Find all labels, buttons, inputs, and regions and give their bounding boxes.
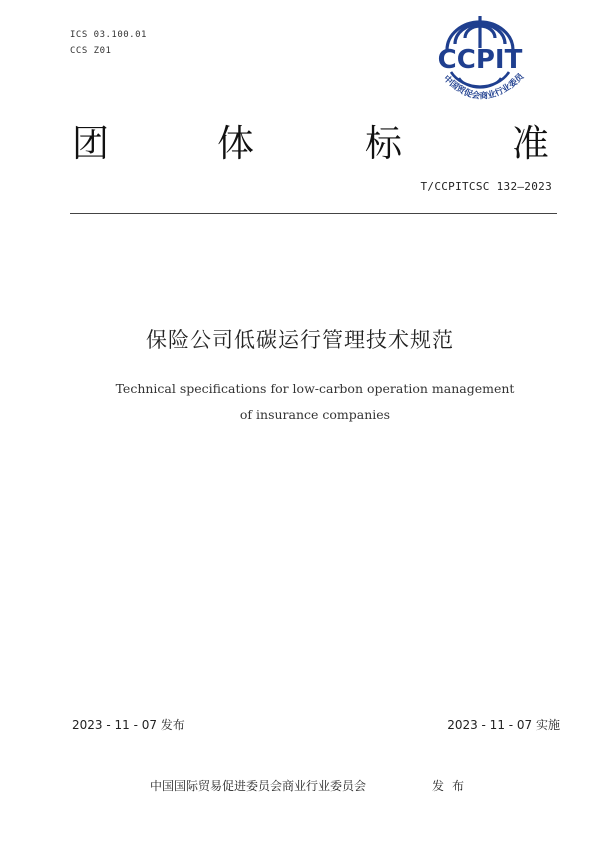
ccs-code: CCS Z01 <box>70 46 112 56</box>
standard-type-char-4: 准 <box>512 122 549 165</box>
standard-type-char-2: 体 <box>217 122 254 165</box>
publish-date: 2023 - 11 - 07 发布 <box>72 718 185 732</box>
document-title-cn: 保险公司低碳运行管理技术规范 <box>146 328 454 352</box>
implement-date: 2023 - 11 - 07 实施 <box>447 718 560 732</box>
ccpit-logo-graphic <box>425 10 535 116</box>
standard-type-heading <box>72 120 552 170</box>
document-title-en-line1: Technical specifications for low-carbon operation management <box>115 381 515 396</box>
document-title-en-line2: of insurance companies <box>239 407 391 422</box>
standard-type-char-3: 标 <box>365 122 402 165</box>
issuer-name: 中国国际贸易促进委员会商业行业委员会 <box>150 779 367 793</box>
issue-label: 发布 <box>432 779 473 793</box>
standard-number: T/CCPITCSC 132—2023 <box>420 180 552 193</box>
standard-type-char-1: 团 <box>72 122 109 165</box>
logo-subtext: 中国贸促会商业行业委员 <box>441 71 527 102</box>
ccpit-logo <box>425 10 535 116</box>
logo-ccpit-text: CCPIT <box>437 45 523 75</box>
ics-code: ICS 03.100.01 <box>70 30 147 40</box>
header-divider <box>70 213 557 214</box>
